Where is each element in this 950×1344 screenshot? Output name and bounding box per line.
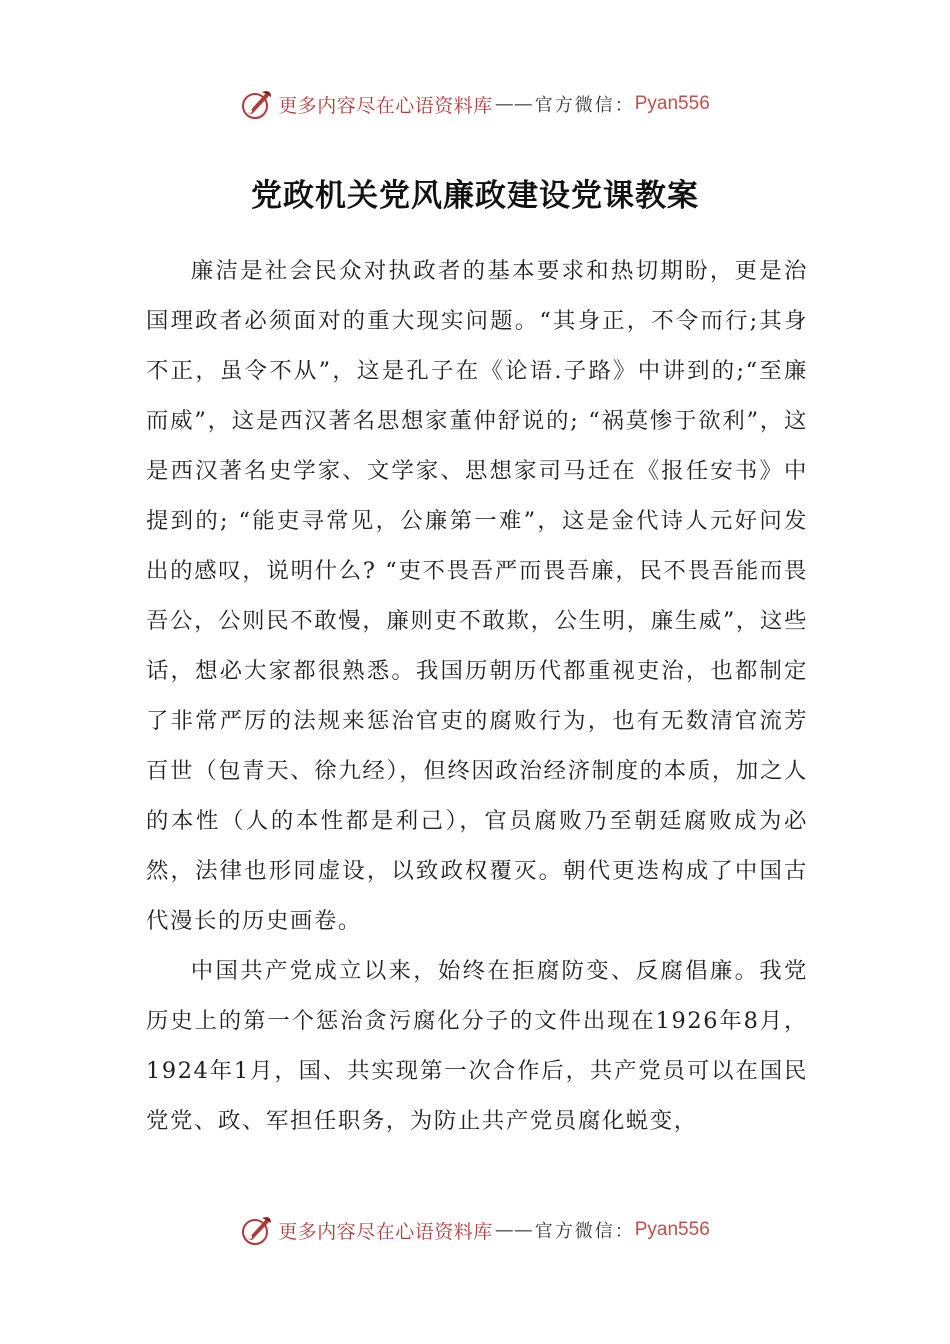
paragraph: 廉洁是社会民众对执政者的基本要求和热切期盼，更是治国理政者必须面对的重大现实问题。“其身正，不令而行;其身不正，虽令不从”，这是孔子在《论语.子路》中讲到的;“至廉而威”，这是西汉著名思想家董仲舒说的; “祸莫惨于欲利”，这是西汉著名史学家、文学家、思想家司马迁在《报任安书》中提到的; “能吏寻常见，公廉第一难”，这是金代诗人元好问发出的感叹，说明什么? “吏不畏吾严而畏吾廉，民不畏吾能而畏吾公，公则民不敢慢，廉则吏不敢欺，公生明，廉生威”，这些话，想必大家都很熟悉。我国历朝历代都重视吏治，也都制定了非常严厉的法规来惩治官吏的腐败行为，也有无数清官流芳百世（包青天、徐九经），但终因政治经济制度的本质，加之人的本性（人的本性都是利己），官员腐败乃至朝廷腐败成为必然，法律也形同虚设，以致政权覆灭。朝代更迭构成了中国古代漫长的历史画卷。: [146, 258, 808, 934]
paragraph: 中国共产党成立以来，始终在拒腐防变、反腐倡廉。我党历史上的第一个惩治贪污腐化分子的文件出现在1926年8月，1924年1月，国、共实现第一次合作后，共产党员可以在国民党党、政、军担任职务，为防止共产党员腐化蜕变，: [146, 958, 808, 1134]
document-title: 党政机关党风廉政建设党课教案: [251, 178, 699, 214]
banner-wechat-id: Pyan556: [634, 1219, 710, 1240]
document-body: [146, 246, 808, 1146]
banner-wechat-id: Pyan556: [634, 93, 710, 114]
quill-logo-icon: [240, 1213, 274, 1247]
header-banner: [0, 86, 950, 122]
banner-main-text: 更多内容尽在心语资料库: [278, 94, 493, 117]
quill-logo-icon: [240, 87, 274, 121]
banner-dash: ——: [494, 1219, 533, 1241]
banner-dash: ——: [494, 93, 533, 115]
footer-banner: [0, 1212, 950, 1248]
banner-wechat-label: 官方微信：: [534, 1221, 635, 1242]
banner-main-text: 更多内容尽在心语资料库: [278, 1220, 493, 1243]
banner-wechat-label: 官方微信：: [534, 95, 635, 116]
